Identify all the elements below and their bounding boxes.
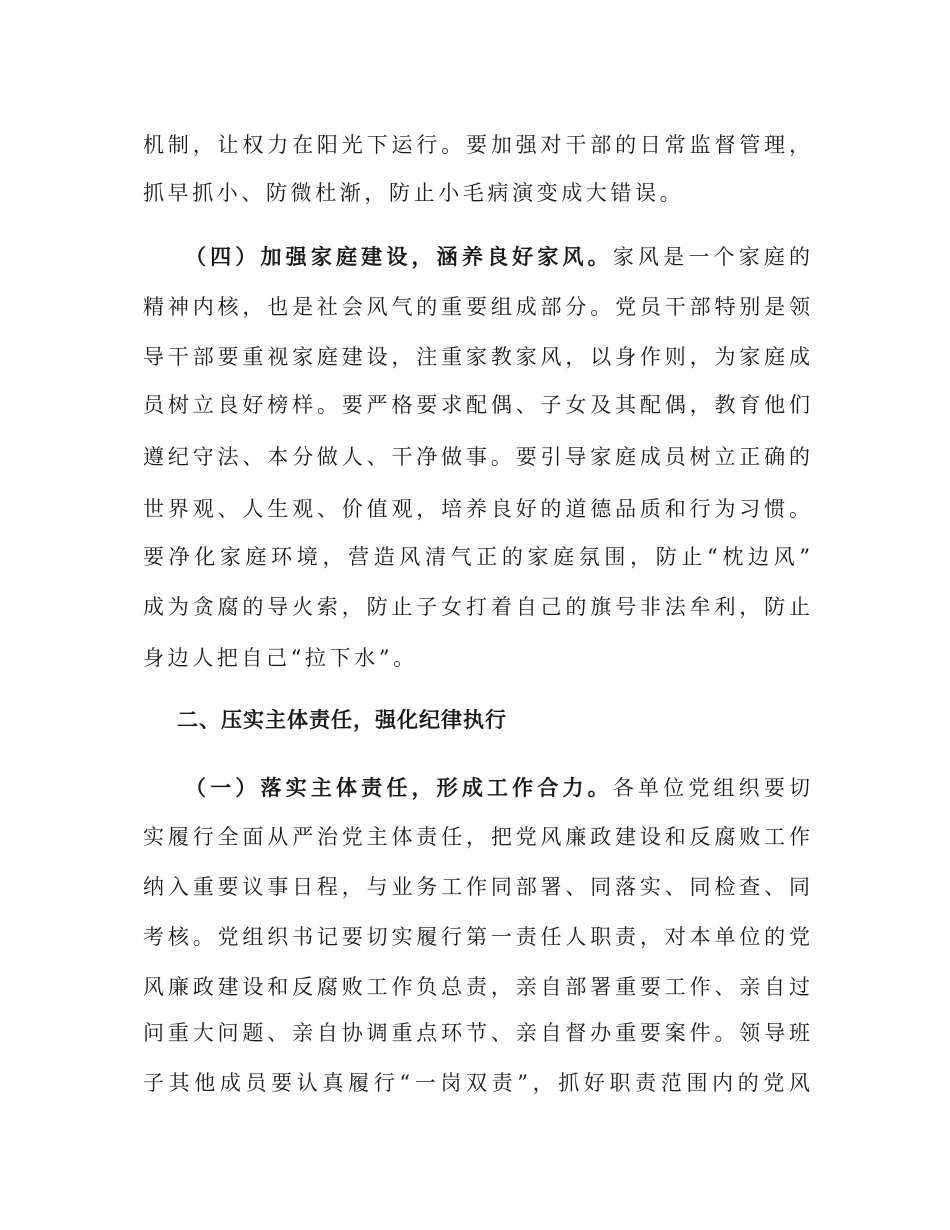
paragraph-lead-line xyxy=(185,775,810,801)
text-line: 风廉政建设和反腐败工作负总责，亲自部署重要工作、亲自过 xyxy=(143,975,810,999)
text-line: 抓早抓小、防微杜渐，防止小毛病演变成大错误。 xyxy=(143,181,685,205)
paragraph-lead: （四）加强家庭建设，涵养良好家风。 xyxy=(185,244,613,269)
text-line: 考核。党组织书记要切实履行第一责任人职责，对本单位的党 xyxy=(143,925,810,949)
text-line: 员树立良好榜样。要严格要求配偶、子女及其配偶，教育他们 xyxy=(143,393,810,417)
text-line: 遵纪守法、本分做人、干净做事。要引导家庭成员树立正确的 xyxy=(143,445,810,469)
text-line: 身边人把自己“拉下水”。 xyxy=(143,646,418,670)
section-heading: 二、压实主体责任，强化纪律执行 xyxy=(177,707,507,732)
text-line: 导干部要重视家庭建设，注重家教家风，以身作则，为家庭成 xyxy=(143,345,810,369)
paragraph-lead-line xyxy=(185,244,810,270)
text-line: 精神内核，也是社会风气的重要组成部分。党员干部特别是领 xyxy=(143,295,810,319)
text-line: 世界观、人生观、价值观，培养良好的道德品质和行为习惯。 xyxy=(143,497,810,521)
text-line: 子其他成员要认真履行“一岗双责”，抓好职责范围内的党风 xyxy=(143,1071,810,1095)
text-line: 要净化家庭环境，营造风清气正的家庭氛围，防止“枕边风” xyxy=(143,545,810,569)
paragraph-lead: （一）落实主体责任，形成工作合力。 xyxy=(185,775,613,800)
text-line: 实履行全面从严治党主体责任，把党风廉政建设和反腐败工作 xyxy=(143,825,810,849)
text-line: 问重大问题、亲自协调重点环节、亲自督办重要案件。领导班 xyxy=(143,1021,810,1045)
text-line: 纳入重要议事日程，与业务工作同部署、同落实、同检查、同 xyxy=(143,875,810,899)
text-line: 成为贪腐的导火索，防止子女打着自己的旗号非法牟利，防止 xyxy=(143,595,810,619)
text-line: 机制，让权力在阳光下运行。要加强对干部的日常监督管理， xyxy=(143,133,810,157)
text-run: 各单位党组织要切 xyxy=(612,776,811,800)
text-run: 家风是一个家庭的 xyxy=(612,245,811,269)
